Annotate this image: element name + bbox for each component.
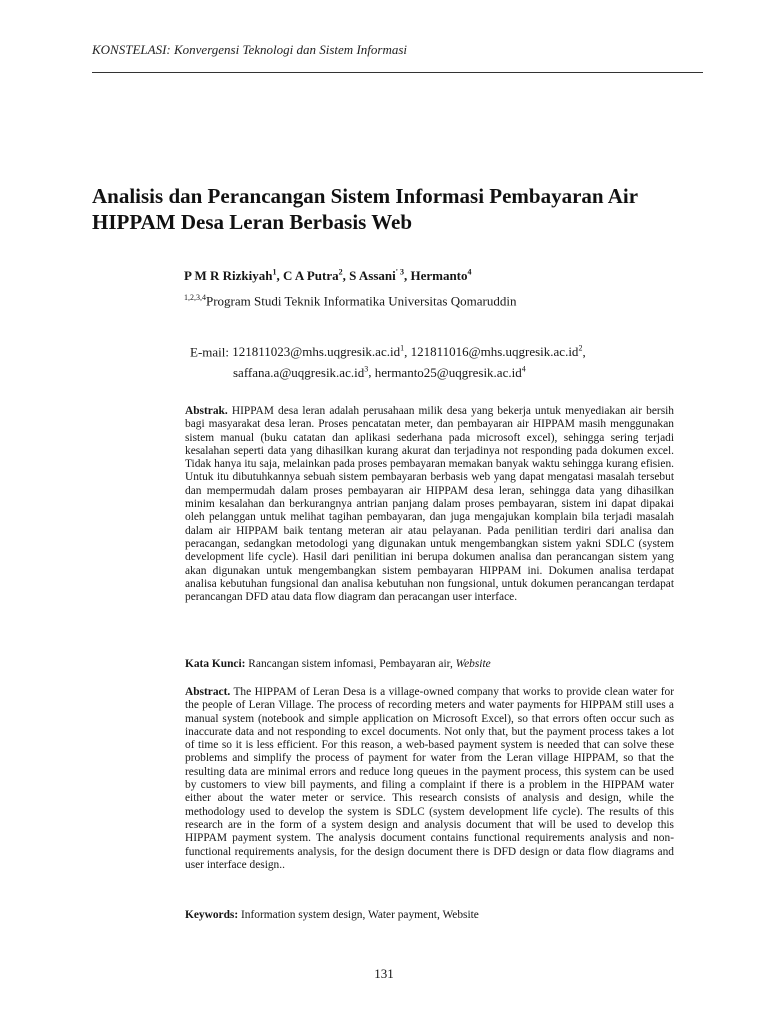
author: S Assani$^{' 3}$, [349,268,411,284]
affiliation-text: Program Studi Teknik Informatika Universitas Qomaruddin [206,293,517,309]
email-link[interactable]: $121811016@mhs.uqgresik.ac.id^2$ [410,344,583,360]
email-block: E-mail: $121811023@mhs.uqgresik.ac.id^1$, $121811016@mhs.uqgresik.ac.id^2$, $saffana.a@uqgresik.ac.id^3$, $hermanto25@uqgresik.ac.id^4$ [190,340,710,381]
author: Hermanto$^4$ [410,268,472,284]
email-link[interactable]: $saffana.a@uqgresik.ac.id^3$ [233,364,369,380]
author: P M R Rizkiyah$^1$, [184,268,283,284]
kata-kunci-italic: Website [455,658,491,670]
page-number: 131 [374,966,394,981]
author: C A Putra$^2$, [282,268,350,284]
journal-header: KONSTELASI: Konvergensi Teknologi dan Sistem Informasi [92,42,408,57]
email-line-2: $saffana.a@uqgresik.ac.id^3$, $hermanto25@uqgresik.ac.id^4$ [233,364,526,380]
abstrak-text: HIPPAM desa leran adalah perusahaan milik desa yang bekerja untuk menyediakan air bersih bagi masyarakat desa leran. Proses pencatatan meter, dan pembayaran air HIPPAM masih menggunakan sistem manual (buku catatan dan aplikasi sederhana pada microsoft excel), sehingga sering terjadi kesalahan seperti data yang dihasilkan kurang akurat dan terjadinya not responding pada dokumen excel. Tidak hanya itu saja, melainkan pada proses pembayaran memakan banyak waktu sehingga kurang efisien. Untuk itu dibutuhkannya sebuah sistem pembayaran berbasis web yang dapat mengatasi masalah tersebut dan mempermudah dalam proses pembayaran air HIPPAM desa leran, sehingga data yang dihasilkan minim kesalahan dan berkurangnya antrian panjang dalam proses pembayaran, sistem ini dapat dipakai oleh pelanggan untuk melihat tagihan pembayaran, dan juga mengajukan komplain bila terjadi masalah dalam air HIPPAM baik tentang meteran air atau pelayanan. Pada penilitian terdiri dari analisa dan peracangan, sedangkan metodologi yang digunakan untuk mengembangkan sistem yakni SDLC (system development life cycle). Hasil dari penilitian ini berupa dokumen analisa dan perancangan sistem yang akan digunakan untuk mengembangkan sistem pembayaran HIPPAM ini. Dokumen analisa terdapat analisa kebutuhan fungsional dan analisa kebutuhan non fungsional, untuk dokumen perancangan terdapat perancangan DFD atau data flow diagram dan peracangan user interface. [185,405,675,604]
email-link[interactable]: $121811023@mhs.uqgresik.ac.id^1$ [232,344,405,360]
email-label: E-mail: [190,344,233,360]
kata-kunci-text: Rancangan sistem infomasi, Pembayaran air, [245,658,456,670]
author-list [184,268,704,284]
affiliation [184,293,704,309]
kata-kunci-paragraph [185,658,674,671]
abstract-text: The HIPPAM of Leran Desa is a village-owned company that works to provide clean water for the people of Leran Village. The process of recording meters and water payments for HIPPAM still uses a manual system (notebook and simple application on Microsoft Excel), so that errors often occur such as inaccurate data and not responding to excel documents. Not only that, but the payment process takes a lot of time so it is less efficient. For this reason, a web-based payment system is needed that can solve these problems and simplify the process of payment for water from the Leran village HIPPAM, so that the resulting data are minimal errors and reduce long queues in the payment process, this system can be used by customers to view bill payments, and filing a complaint if there is a problem in the HIPPAM water either about the water meter or service. This research consists of analysis and design, while the methodology used to develop the system is SDLC (system development life cycle). The results of this research are in the form of a system design and analysis document that will be used to develop this HIPPAM payment system. The analysis document contains functional requirements analysis and non-functional requirements analysis, for the design document there is DFD design or data flow diagrams and user interface design.. [185,686,674,871]
abstract-label: Abstract. [185,686,231,698]
keywords-label: Keywords: [185,909,239,921]
header-divider [92,72,703,73]
email-link[interactable]: $hermanto25@uqgresik.ac.id^4$ [374,364,526,380]
abstrak-paragraph [185,405,674,604]
paper-title: Analisis dan Perancangan Sistem Informasi Pembayaran Air HIPPAM Desa Leran Berbasis Web [92,184,638,234]
abstract-paragraph [185,686,674,872]
keywords-paragraph [185,909,674,922]
abstrak-label: Abstrak. [185,405,228,417]
kata-kunci-label: Kata Kunci: [185,658,246,670]
affiliation-sup: 1,2,3,4 [184,293,206,302]
keywords-text: Information system design, Water payment, Website [238,909,479,921]
